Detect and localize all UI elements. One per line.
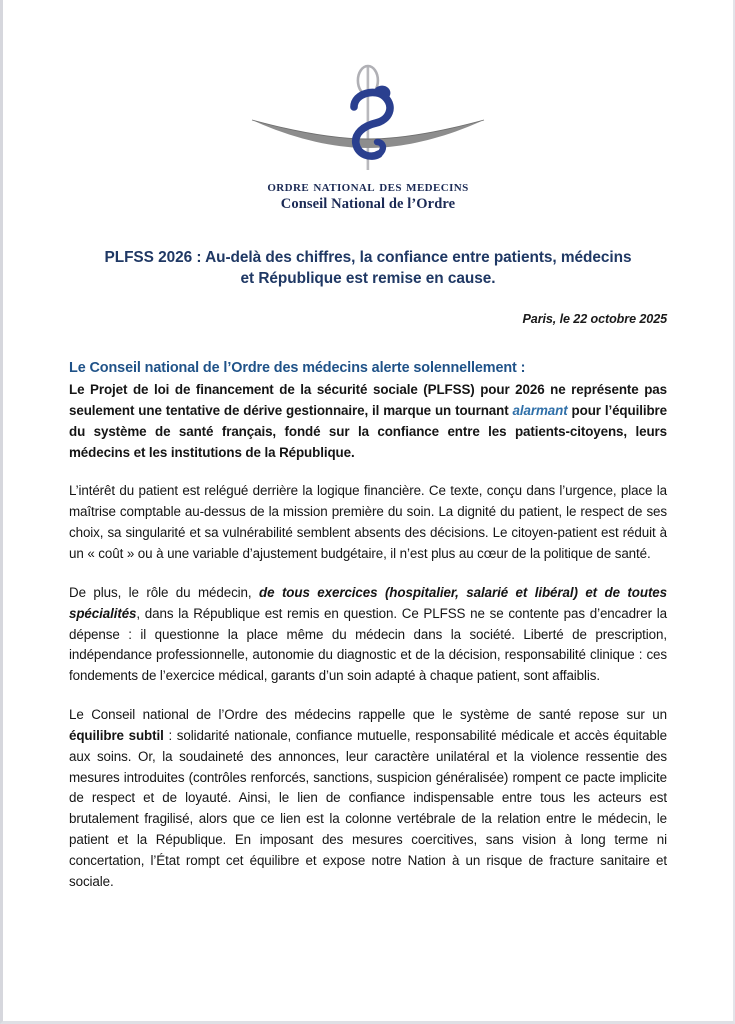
dateline: Paris, le 22 octobre 2025 xyxy=(522,312,667,327)
paragraph-4 xyxy=(69,705,667,893)
paragraph-lead-part1: Le Projet de loi de financement de la sécurité sociale (PLFSS) pour 2026 ne représente pas seulement une tentative de dérive gestionnaire, il marque un tournant xyxy=(69,382,667,418)
paragraph-lead-emphasis: alarmant xyxy=(512,402,568,418)
masthead xyxy=(69,0,667,213)
paragraph-3-part2: , dans la République est remis en question. Ce PLFSS ne se contente pas d’encadrer la dépense : il questionne la place même du médecin dans la société. Liberté de prescription, indépendance professionnelle, autonomie du diagnostic et de la décision, responsabilité clinique : ces fondements de l’exercice médical, garants d’un soin adapté à chaque patient, sont affaiblis. xyxy=(69,605,667,684)
paragraph-3-emphasis: de tous exercices (hospitalier, salarié et libéral) et de toutes spécialités xyxy=(69,584,667,621)
caduceus-serpent-emblem-icon xyxy=(250,62,486,174)
organization-name xyxy=(69,178,667,213)
page-title-line2: et République est remise en cause. xyxy=(240,270,496,288)
page-title xyxy=(69,247,667,291)
organization-logo xyxy=(250,62,486,174)
paragraph-3 xyxy=(69,583,667,687)
paragraph-4-emphasis: équilibre subtil xyxy=(69,727,164,743)
organization-name-line2: Conseil National de l’Ordre xyxy=(280,196,456,213)
paragraph-lead xyxy=(69,380,667,463)
lead-heading: Le Conseil national de l’Ordre des médecins alerte solennellement : xyxy=(69,360,526,377)
organization-name-line1: ordre national des medecins xyxy=(267,178,469,195)
paragraph-4-part1: Le Conseil national de l’Ordre des médecins rappelle que le système de santé repose sur un xyxy=(69,707,667,723)
page-title-line1: PLFSS 2026 : Au-delà des chiffres, la confiance entre patients, médecins xyxy=(104,248,632,266)
paragraph-3-part1: De plus, le rôle du médecin, xyxy=(69,584,260,600)
paragraph-2: L’intérêt du patient est relégué derrière la logique financière. Ce texte, conçu dans l’urgence, place la maîtrise comptable au-dessus de la mission première du soin. La dignité du patient, le respect de ses choix, sa singularité et sa vulnérabilité semblent absents des décisions. Le citoyen-patient est réduit à un « coût » ou à une variable d’ajustement budgétaire, il n’est plus au cœur de la politique de santé. xyxy=(69,483,667,561)
paragraph-lead-part2: pour l’équilibre du système de santé français, fondé sur la confiance entre les patients-citoyens, leurs médecins et les institutions de la République. xyxy=(69,402,667,460)
paragraph-4-part2: : solidarité nationale, confiance mutuelle, responsabilité médicale et accès équitable aux soins. Or, la soudaineté des annonces, leur caractère unilatéral et la violence ressentie des mesures introduites (contrôles renforcés, sanctions, suspicion généralisée) rompent ce pacte implicite de respect et de loyauté. Ainsi, le lien de confiance indispensable entre tous les acteurs est brutalement fragilisé, alors que ce lien est la colonne vertébrale de la relation entre le médecin, le patient et la République. En imposant des mesures coercitives, sans vision à long terme ni concertation, l’État rompt cet équilibre et expose notre Nation à un risque de fracture sanitaire et sociale. xyxy=(69,727,667,889)
